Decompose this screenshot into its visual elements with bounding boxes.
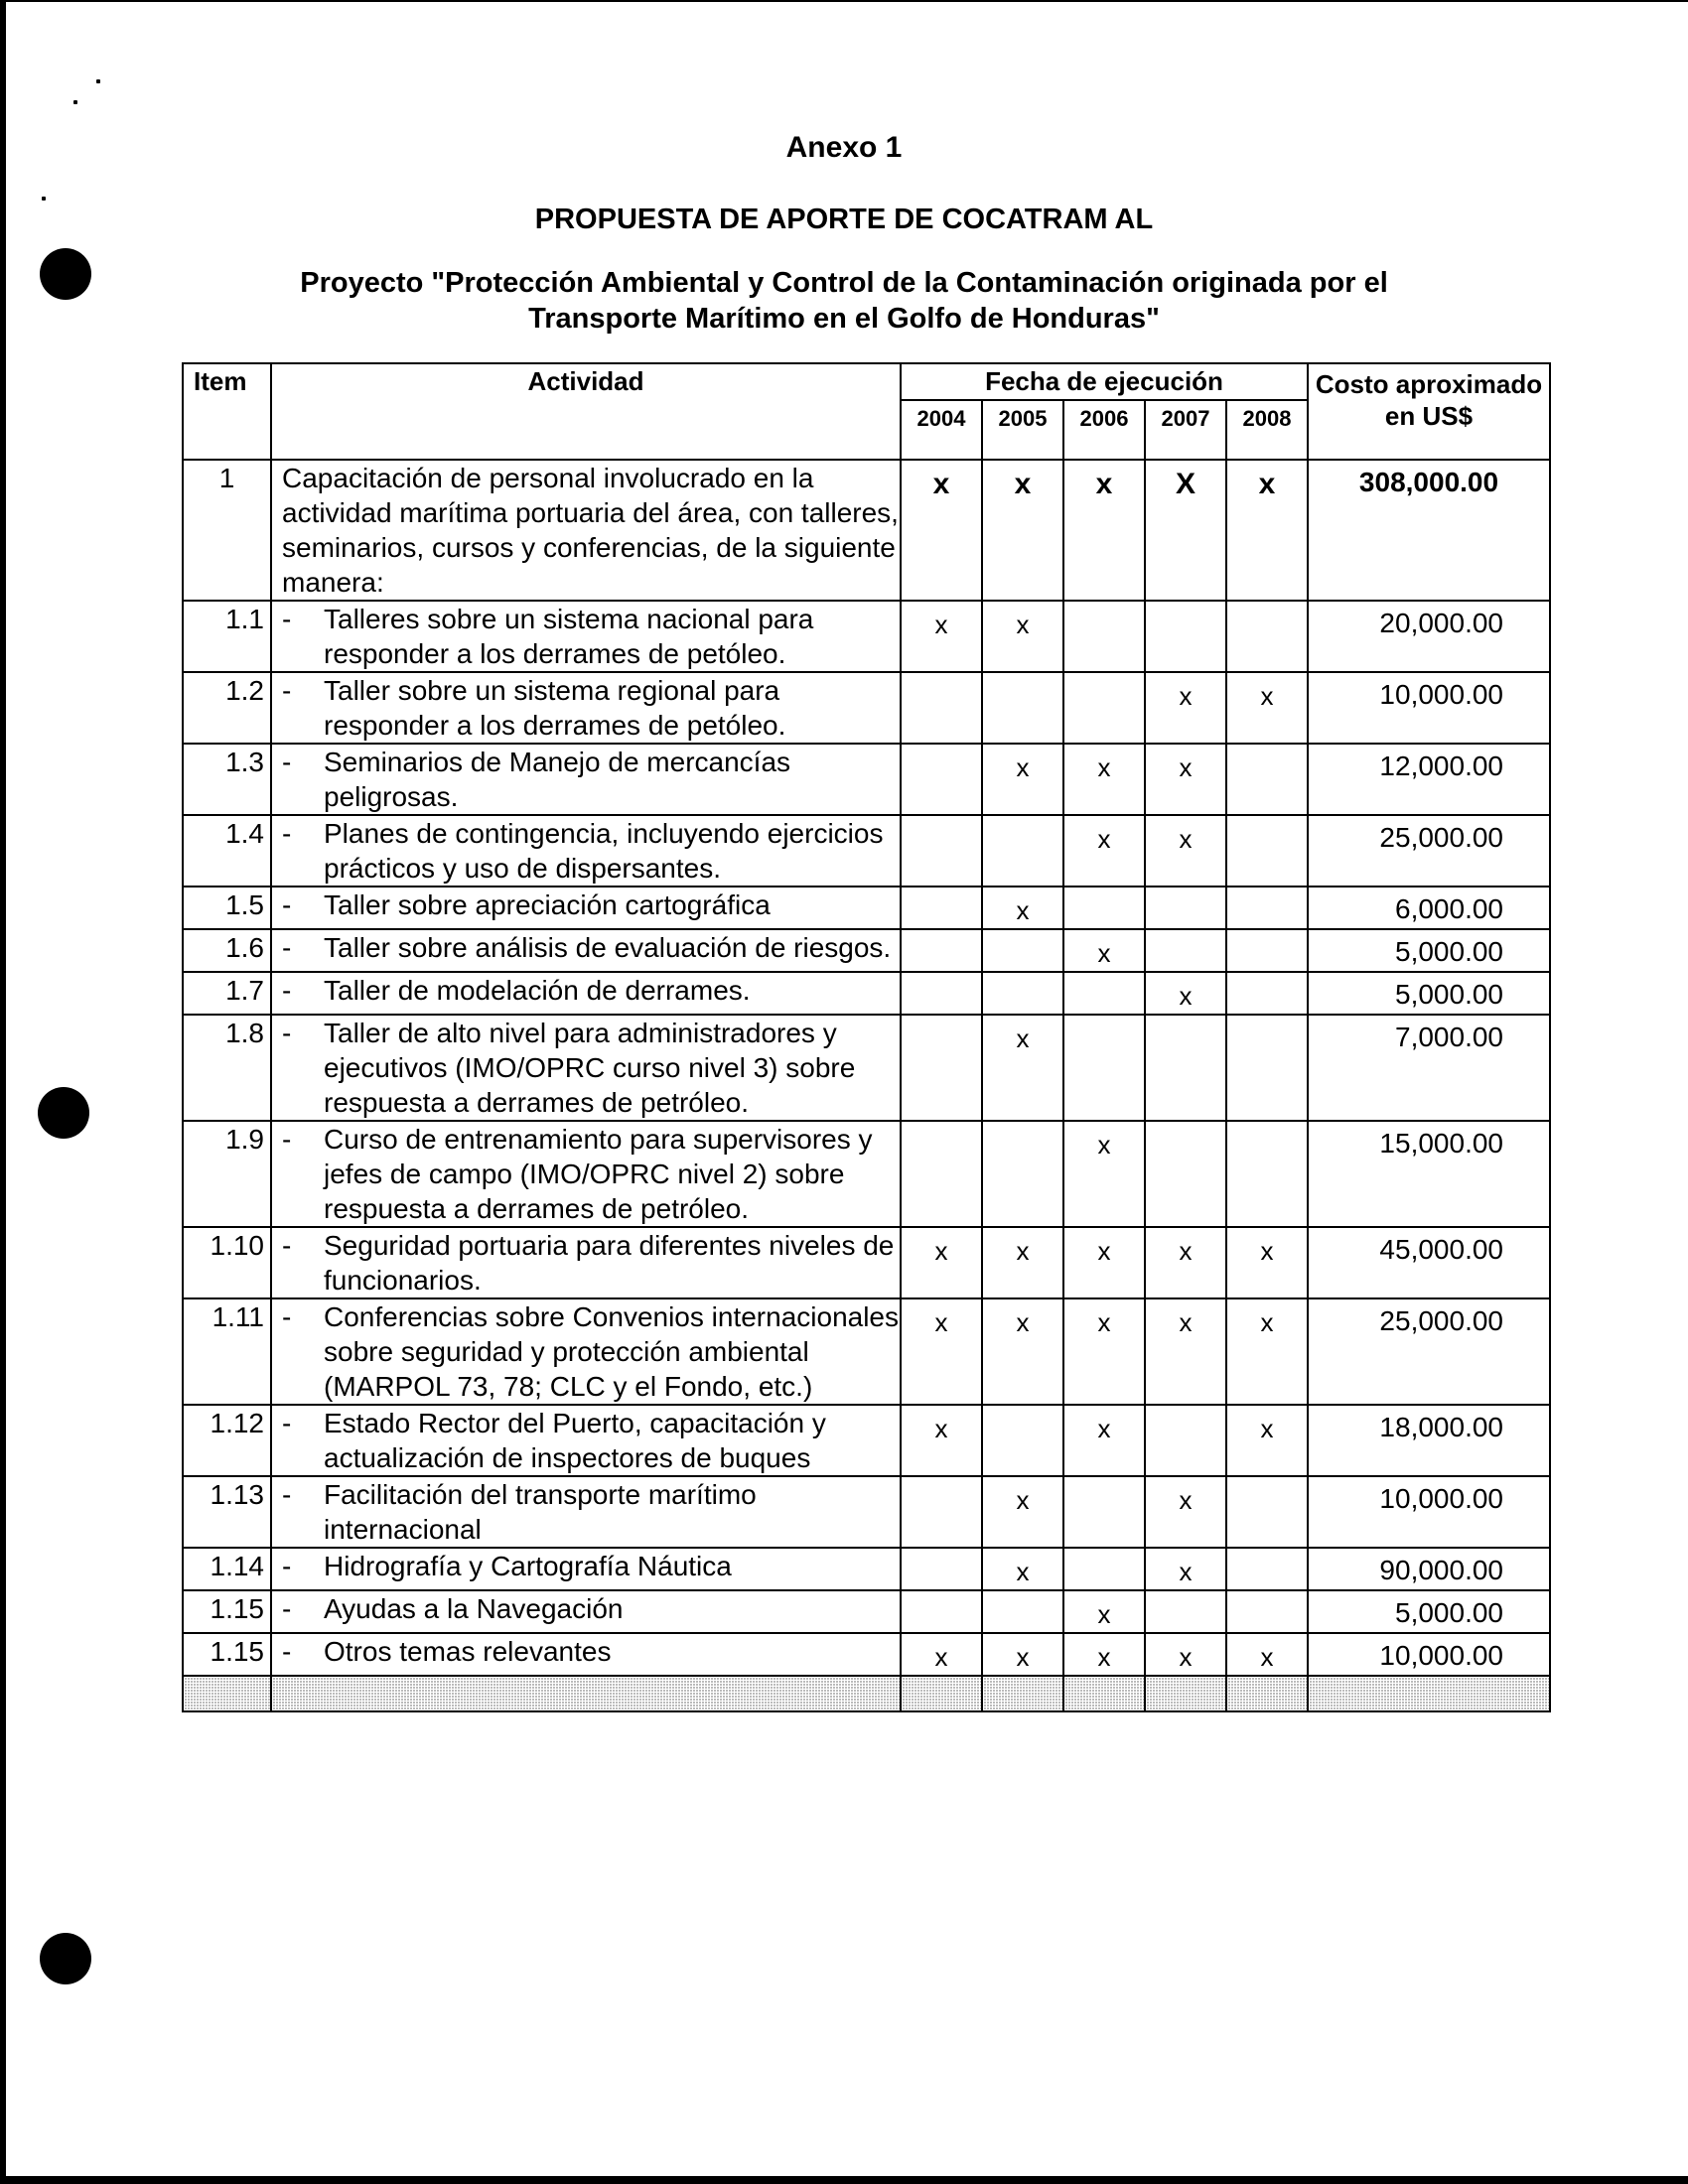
header-row: [183, 363, 1550, 400]
row-year-mark: x: [982, 460, 1063, 601]
row-activity: [271, 460, 901, 601]
bullet-dash: -: [282, 1124, 292, 1155]
row-activity: [271, 815, 901, 887]
row-year-mark: x: [1063, 1590, 1145, 1633]
row-year-mark: [1063, 887, 1145, 929]
row-activity: [271, 1590, 901, 1633]
row-year-mark: x: [1145, 972, 1226, 1015]
bullet-dash: -: [282, 1230, 292, 1261]
row-item-number: 1.11: [183, 1298, 271, 1405]
row-year-mark: x: [1226, 1405, 1308, 1476]
table-row: [183, 672, 1550, 744]
row-cost: 20,000.00: [1308, 601, 1550, 672]
project-title: [0, 265, 1688, 337]
row-year-mark: [1063, 672, 1145, 744]
shaded-cell: [982, 1676, 1063, 1711]
row-year-mark: [1226, 972, 1308, 1015]
punch-hole-icon: [38, 1087, 89, 1139]
scan-bottom-edge: [0, 2176, 1688, 2184]
row-year-mark: [1063, 972, 1145, 1015]
project-title-line-2: Transporte Marítimo en el Golfo de Honduras": [528, 303, 1160, 335]
row-year-mark: [982, 672, 1063, 744]
row-item-number: 1.15: [183, 1590, 271, 1633]
row-activity: [271, 601, 901, 672]
row-year-mark: x: [1063, 1633, 1145, 1676]
row-year-mark: x: [982, 887, 1063, 929]
shaded-cell: [1063, 1676, 1145, 1711]
bullet-dash: -: [282, 889, 292, 920]
table-row: [183, 1548, 1550, 1590]
row-year-mark: [1226, 1548, 1308, 1590]
row-year-mark: [901, 1548, 982, 1590]
shaded-cell: [183, 1676, 271, 1711]
header-year: 2005: [982, 400, 1063, 460]
row-year-mark: x: [1145, 1633, 1226, 1676]
row-year-mark: [1226, 744, 1308, 815]
row-year-mark: [1145, 601, 1226, 672]
row-year-mark: [1226, 1590, 1308, 1633]
row-activity: [271, 744, 901, 815]
table-row: [183, 972, 1550, 1015]
row-year-mark: [1145, 1405, 1226, 1476]
row-year-mark: x: [1226, 460, 1308, 601]
bullet-dash: -: [282, 747, 292, 777]
row-year-mark: x: [1063, 1227, 1145, 1298]
header-cost: Costo aproximado en US$: [1308, 363, 1550, 460]
row-year-mark: x: [982, 1227, 1063, 1298]
row-activity: [271, 1015, 901, 1121]
scan-top-edge: [0, 0, 1688, 2]
bullet-dash: -: [282, 1593, 292, 1624]
row-year-mark: x: [901, 1298, 982, 1405]
row-activity-text: Otros temas relevantes: [324, 1636, 612, 1667]
row-year-mark: x: [1063, 815, 1145, 887]
row-item-number: 1.6: [183, 929, 271, 972]
row-year-mark: x: [1063, 1405, 1145, 1476]
row-item-number: 1.4: [183, 815, 271, 887]
header-year: 2008: [1226, 400, 1308, 460]
row-year-mark: x: [1063, 1121, 1145, 1227]
row-year-mark: x: [1063, 744, 1145, 815]
scan-speck: [96, 79, 100, 83]
row-year-mark: [1145, 1590, 1226, 1633]
row-cost: 45,000.00: [1308, 1227, 1550, 1298]
row-year-mark: [982, 1121, 1063, 1227]
row-year-mark: x: [1145, 1298, 1226, 1405]
row-year-mark: x: [982, 1298, 1063, 1405]
row-year-mark: x: [982, 1015, 1063, 1121]
row-cost: 12,000.00: [1308, 744, 1550, 815]
bullet-dash: -: [282, 604, 292, 634]
row-activity-text: Estado Rector del Puerto, capacitación y actualización de inspectores de buques: [324, 1408, 826, 1473]
row-year-mark: x: [1063, 460, 1145, 601]
row-year-mark: [1063, 1548, 1145, 1590]
header-activity: Actividad: [271, 363, 901, 460]
row-item-number: 1.13: [183, 1476, 271, 1548]
row-activity-text: Taller de alto nivel para administradores y ejecutivos (IMO/OPRC curso nivel 3) sobre respuesta a derrames de petróleo.: [324, 1018, 856, 1118]
row-year-mark: x: [1226, 1227, 1308, 1298]
shaded-cell: [271, 1676, 901, 1711]
row-year-mark: [982, 1590, 1063, 1633]
row-year-mark: x: [982, 1548, 1063, 1590]
row-year-mark: [1145, 929, 1226, 972]
row-year-mark: [901, 972, 982, 1015]
header-item: Item: [183, 363, 271, 460]
bullet-dash: -: [282, 1636, 292, 1667]
row-cost: 18,000.00: [1308, 1405, 1550, 1476]
row-year-mark: [982, 1405, 1063, 1476]
bullet-dash: -: [282, 1551, 292, 1581]
row-year-mark: [1145, 887, 1226, 929]
row-year-mark: [901, 1015, 982, 1121]
row-year-mark: x: [901, 601, 982, 672]
row-activity-text: Taller sobre un sistema regional para responder a los derrames de petóleo.: [324, 675, 786, 741]
punch-hole-icon: [40, 1933, 91, 1984]
scan-speck: [73, 100, 77, 104]
annex-title: Anexo 1: [785, 131, 903, 164]
table-row: [183, 1298, 1550, 1405]
row-year-mark: [1063, 1015, 1145, 1121]
row-year-mark: x: [901, 1633, 982, 1676]
row-year-mark: x: [1063, 1298, 1145, 1405]
row-year-mark: [901, 887, 982, 929]
row-activity: [271, 1227, 901, 1298]
row-year-mark: [1145, 1015, 1226, 1121]
row-activity-text: Ayudas a la Navegación: [324, 1593, 624, 1624]
table-row: [183, 1590, 1550, 1633]
row-year-mark: [901, 929, 982, 972]
row-activity: [271, 1548, 901, 1590]
shaded-cell: [1145, 1676, 1226, 1711]
row-year-mark: [901, 815, 982, 887]
row-item-number: 1.2: [183, 672, 271, 744]
shaded-cell: [901, 1676, 982, 1711]
row-year-mark: [982, 815, 1063, 887]
row-year-mark: x: [982, 1633, 1063, 1676]
row-year-mark: [1226, 601, 1308, 672]
header-execution-date: Fecha de ejecución: [901, 363, 1308, 400]
shaded-footer-row: [183, 1676, 1550, 1711]
row-activity-text: Taller sobre análisis de evaluación de riesgos.: [324, 932, 892, 963]
row-year-mark: [1063, 1476, 1145, 1548]
row-cost: 15,000.00: [1308, 1121, 1550, 1227]
bullet-dash: -: [282, 675, 292, 706]
table-row: [183, 1227, 1550, 1298]
header-year: 2007: [1145, 400, 1226, 460]
bullet-dash: -: [282, 975, 292, 1006]
row-activity-text: Planes de contingencia, incluyendo ejercicios prácticos y uso de dispersantes.: [324, 818, 884, 884]
table-row: [183, 1633, 1550, 1676]
row-activity-text: Facilitación del transporte marítimo internacional: [324, 1479, 757, 1545]
row-item-number: 1.5: [183, 887, 271, 929]
row-activity: [271, 1298, 901, 1405]
row-activity-text: Hidrografía y Cartografía Náutica: [324, 1551, 732, 1581]
row-cost: 5,000.00: [1308, 1590, 1550, 1633]
row-activity-text: Curso de entrenamiento para supervisores y jefes de campo (IMO/OPRC nivel 2) sobre respuesta a derrames de petróleo.: [324, 1124, 873, 1224]
row-year-mark: [1226, 887, 1308, 929]
row-year-mark: [901, 672, 982, 744]
row-year-mark: [1063, 601, 1145, 672]
row-activity-text: Taller de modelación de derrames.: [324, 975, 751, 1006]
bullet-dash: -: [282, 1408, 292, 1438]
row-year-mark: [1226, 1015, 1308, 1121]
row-activity-text: Taller sobre apreciación cartográfica: [324, 889, 771, 920]
table-row: [183, 1476, 1550, 1548]
row-year-mark: [1226, 1476, 1308, 1548]
row-year-mark: x: [1145, 1227, 1226, 1298]
row-cost: 6,000.00: [1308, 887, 1550, 929]
proposal-title: PROPUESTA DE APORTE DE COCATRAM AL: [534, 204, 1154, 235]
table-row: [183, 1015, 1550, 1121]
row-cost: 5,000.00: [1308, 972, 1550, 1015]
row-year-mark: x: [1063, 929, 1145, 972]
row-year-mark: x: [901, 460, 982, 601]
table-row: [183, 1121, 1550, 1227]
row-year-mark: x: [1226, 1633, 1308, 1676]
row-year-mark: [901, 744, 982, 815]
row-year-mark: [1226, 815, 1308, 887]
row-year-mark: x: [1145, 1548, 1226, 1590]
row-activity: [271, 929, 901, 972]
row-year-mark: x: [982, 744, 1063, 815]
row-cost: 308,000.00: [1308, 460, 1550, 601]
row-cost: 10,000.00: [1308, 1476, 1550, 1548]
row-item-number: 1.3: [183, 744, 271, 815]
row-year-mark: X: [1145, 460, 1226, 601]
row-year-mark: [982, 972, 1063, 1015]
row-cost: 10,000.00: [1308, 1633, 1550, 1676]
row-year-mark: x: [1145, 815, 1226, 887]
row-activity: [271, 1121, 901, 1227]
bullet-dash: -: [282, 1301, 292, 1332]
row-activity: [271, 887, 901, 929]
header-year: 2006: [1063, 400, 1145, 460]
row-item-number: 1.12: [183, 1405, 271, 1476]
bullet-dash: -: [282, 1479, 292, 1510]
row-item-number: 1.15: [183, 1633, 271, 1676]
row-cost: 5,000.00: [1308, 929, 1550, 972]
row-item-number: 1.1: [183, 601, 271, 672]
row-item-number: 1.7: [183, 972, 271, 1015]
row-activity: [271, 672, 901, 744]
bullet-dash: -: [282, 932, 292, 963]
row-cost: 25,000.00: [1308, 1298, 1550, 1405]
row-year-mark: [1226, 1121, 1308, 1227]
row-year-mark: x: [982, 1476, 1063, 1548]
row-year-mark: x: [1145, 672, 1226, 744]
row-year-mark: x: [901, 1227, 982, 1298]
row-cost: 90,000.00: [1308, 1548, 1550, 1590]
shaded-cell: [1226, 1676, 1308, 1711]
row-activity: [271, 1476, 901, 1548]
row-year-mark: x: [1145, 744, 1226, 815]
row-cost: 25,000.00: [1308, 815, 1550, 887]
table-row: [183, 744, 1550, 815]
row-year-mark: [1226, 929, 1308, 972]
row-item-number: 1.14: [183, 1548, 271, 1590]
row-activity: [271, 1405, 901, 1476]
header-year: 2004: [901, 400, 982, 460]
scan-speck: [42, 197, 46, 201]
table-row: [183, 601, 1550, 672]
bullet-dash: -: [282, 1018, 292, 1048]
row-item-number: 1: [183, 460, 271, 601]
row-year-mark: x: [1226, 672, 1308, 744]
row-activity-text: Seminarios de Manejo de mercancías peligrosas.: [324, 747, 791, 812]
shaded-cell: [1308, 1676, 1550, 1711]
bullet-dash: -: [282, 818, 292, 849]
row-year-mark: [901, 1121, 982, 1227]
row-year-mark: x: [901, 1405, 982, 1476]
row-year-mark: [901, 1476, 982, 1548]
row-year-mark: x: [1226, 1298, 1308, 1405]
table-body: [183, 460, 1550, 1711]
row-cost: 7,000.00: [1308, 1015, 1550, 1121]
row-year-mark: [982, 929, 1063, 972]
table-row: [183, 1405, 1550, 1476]
table-row: [183, 929, 1550, 972]
row-item-number: 1.10: [183, 1227, 271, 1298]
row-year-mark: [1145, 1121, 1226, 1227]
table-row: [183, 887, 1550, 929]
table-row: [183, 460, 1550, 601]
table-row: [183, 815, 1550, 887]
row-item-number: 1.8: [183, 1015, 271, 1121]
row-year-mark: x: [982, 601, 1063, 672]
row-activity-text: Capacitación de personal involucrado en la actividad marítima portuaria del área, con talleres, seminarios, cursos y conferencias, de la siguiente manera:: [282, 463, 899, 598]
row-cost: 10,000.00: [1308, 672, 1550, 744]
row-activity-text: Seguridad portuaria para diferentes niveles de funcionarios.: [324, 1230, 895, 1296]
row-activity: [271, 1633, 901, 1676]
row-activity-text: Conferencias sobre Convenios internacionales sobre seguridad y protección ambiental (MARPOL 73, 78; CLC y el Fondo, etc.): [324, 1301, 900, 1402]
row-activity: [271, 972, 901, 1015]
project-title-line-1: Proyecto "Protección Ambiental y Control de la Contaminación originada por el: [300, 267, 1388, 299]
row-item-number: 1.9: [183, 1121, 271, 1227]
activity-cost-table: [182, 362, 1551, 1712]
row-activity-text: Talleres sobre un sistema nacional para responder a los derrames de petóleo.: [324, 604, 814, 669]
row-year-mark: x: [1145, 1476, 1226, 1548]
row-year-mark: [901, 1590, 982, 1633]
